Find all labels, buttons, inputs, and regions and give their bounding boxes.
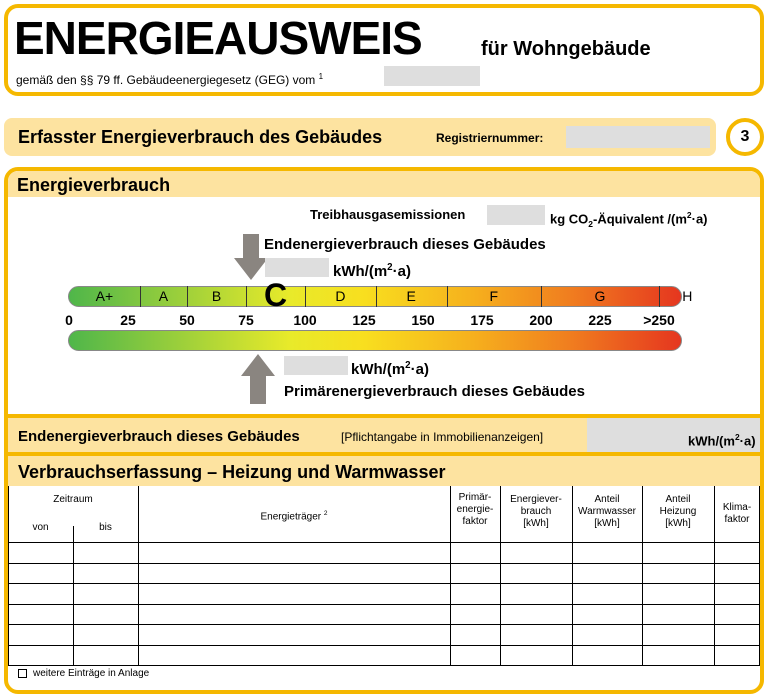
scale-tick-label: 75 (238, 312, 254, 328)
energieverbrauch-title: Energieverbrauch (17, 175, 171, 195)
energy-class-b: B (211, 288, 222, 304)
page-number-badge: 3 (726, 118, 764, 156)
ghg-field[interactable] (487, 205, 545, 225)
end-energy-row-label: Endenergieverbrauch dieses Gebäudes (18, 428, 300, 445)
end-energy-unit: kWh/$(m^2\cdot a)$ (333, 262, 411, 280)
scale-tick-label: 100 (293, 312, 317, 328)
energy-gradient-scale (68, 330, 682, 351)
col-heizung: Anteil Heizung [kWh] (659, 494, 697, 529)
end-energy-row-note: [Pflichtangabe in Immobilienanzeigen] (341, 430, 544, 444)
primary-energy-unit: kWh/$(m^2\cdot a)$ (351, 360, 429, 378)
col-bis: bis (99, 522, 112, 533)
energy-class-e: E (406, 288, 416, 304)
end-energy-arrow-icon (234, 234, 268, 280)
registration-label: Registriernummer: (436, 131, 544, 145)
col-warmwasser: Anteil Warmwasser [kWh] (578, 494, 636, 529)
date-field[interactable] (384, 66, 480, 86)
col-energieverbrauch: Energiever- brauch [kWh] (510, 494, 562, 529)
scale-tick-label: 50 (179, 312, 195, 328)
table-row (8, 624, 760, 625)
energy-class-divider (246, 286, 247, 307)
anlage-label: weitere Einträge in Anlage (33, 668, 150, 679)
legal-basis: gemäß den §§ 79 ff. Gebäudeenergiegesetz (GEG) vom $^1$ (16, 72, 324, 87)
ghg-label: Treibhausgasemissionen (310, 207, 466, 222)
table-column-line (759, 486, 760, 665)
table-column-line (642, 486, 643, 665)
primary-energy-label: Primärenergieverbrauch dieses Gebäudes (284, 383, 585, 400)
col-energietraeger: Energieträger $^2$ (260, 510, 328, 523)
primary-energy-arrow-icon (241, 354, 275, 404)
table-row (8, 645, 760, 646)
consumption-table (8, 486, 760, 666)
table-column-line (450, 486, 451, 665)
end-energy-label: Endenergieverbrauch dieses Gebäudes (264, 236, 546, 253)
ghg-unit: kg $CO_2$-Äquivalent $/(m^2\cdot a)$ (550, 210, 708, 229)
col-klimafaktor: Klima- faktor (722, 502, 752, 525)
page-subtitle: für Wohngebäude (481, 38, 651, 60)
energy-class-g: G (594, 288, 606, 304)
scale-tick-label: 0 (65, 312, 73, 328)
registration-field[interactable] (566, 126, 710, 148)
primary-energy-field[interactable] (284, 356, 348, 375)
scale-tick-label: 225 (588, 312, 612, 328)
energy-class-f: F (489, 288, 499, 304)
anlage-checkbox[interactable] (18, 669, 27, 678)
end-energy-field[interactable] (265, 258, 329, 277)
energy-class-aplus: A+ (95, 288, 114, 304)
col-zeitraum: Zeitraum (53, 494, 93, 505)
energy-class-a: A (158, 288, 169, 304)
table-row (8, 542, 760, 543)
scale-tick-label: 200 (529, 312, 553, 328)
table-row (8, 665, 760, 666)
col-von: von (32, 522, 49, 533)
scale-tick-label: 125 (352, 312, 376, 328)
table-row (8, 563, 760, 564)
page-title: ENERGIEAUSWEIS (14, 12, 422, 64)
end-energy-row-unit: kWh/$(m^2\cdot a)$ (688, 432, 756, 449)
current-energy-class: C (263, 277, 288, 313)
energy-class-d: D (335, 288, 346, 304)
consumption-title: Verbrauchserfassung – Heizung und Warmwasser (18, 462, 446, 482)
table-column-line (572, 486, 573, 665)
scale-tick-label: 150 (411, 312, 435, 328)
scale-tick-label: 25 (120, 312, 136, 328)
energy-class-h: H (682, 288, 693, 304)
table-column-line (714, 486, 715, 665)
table-row (8, 604, 760, 605)
table-column-line (138, 486, 139, 665)
scale-tick-label: 175 (470, 312, 494, 328)
table-column-line (500, 486, 501, 665)
scale-tick-label: >250 (643, 312, 675, 328)
table-column-line (8, 486, 9, 665)
table-row (8, 583, 760, 584)
section-title: Erfasster Energieverbrauch des Gebäudes (18, 127, 383, 147)
col-primaerenergiefaktor: Primär- energie- faktor (456, 492, 494, 527)
